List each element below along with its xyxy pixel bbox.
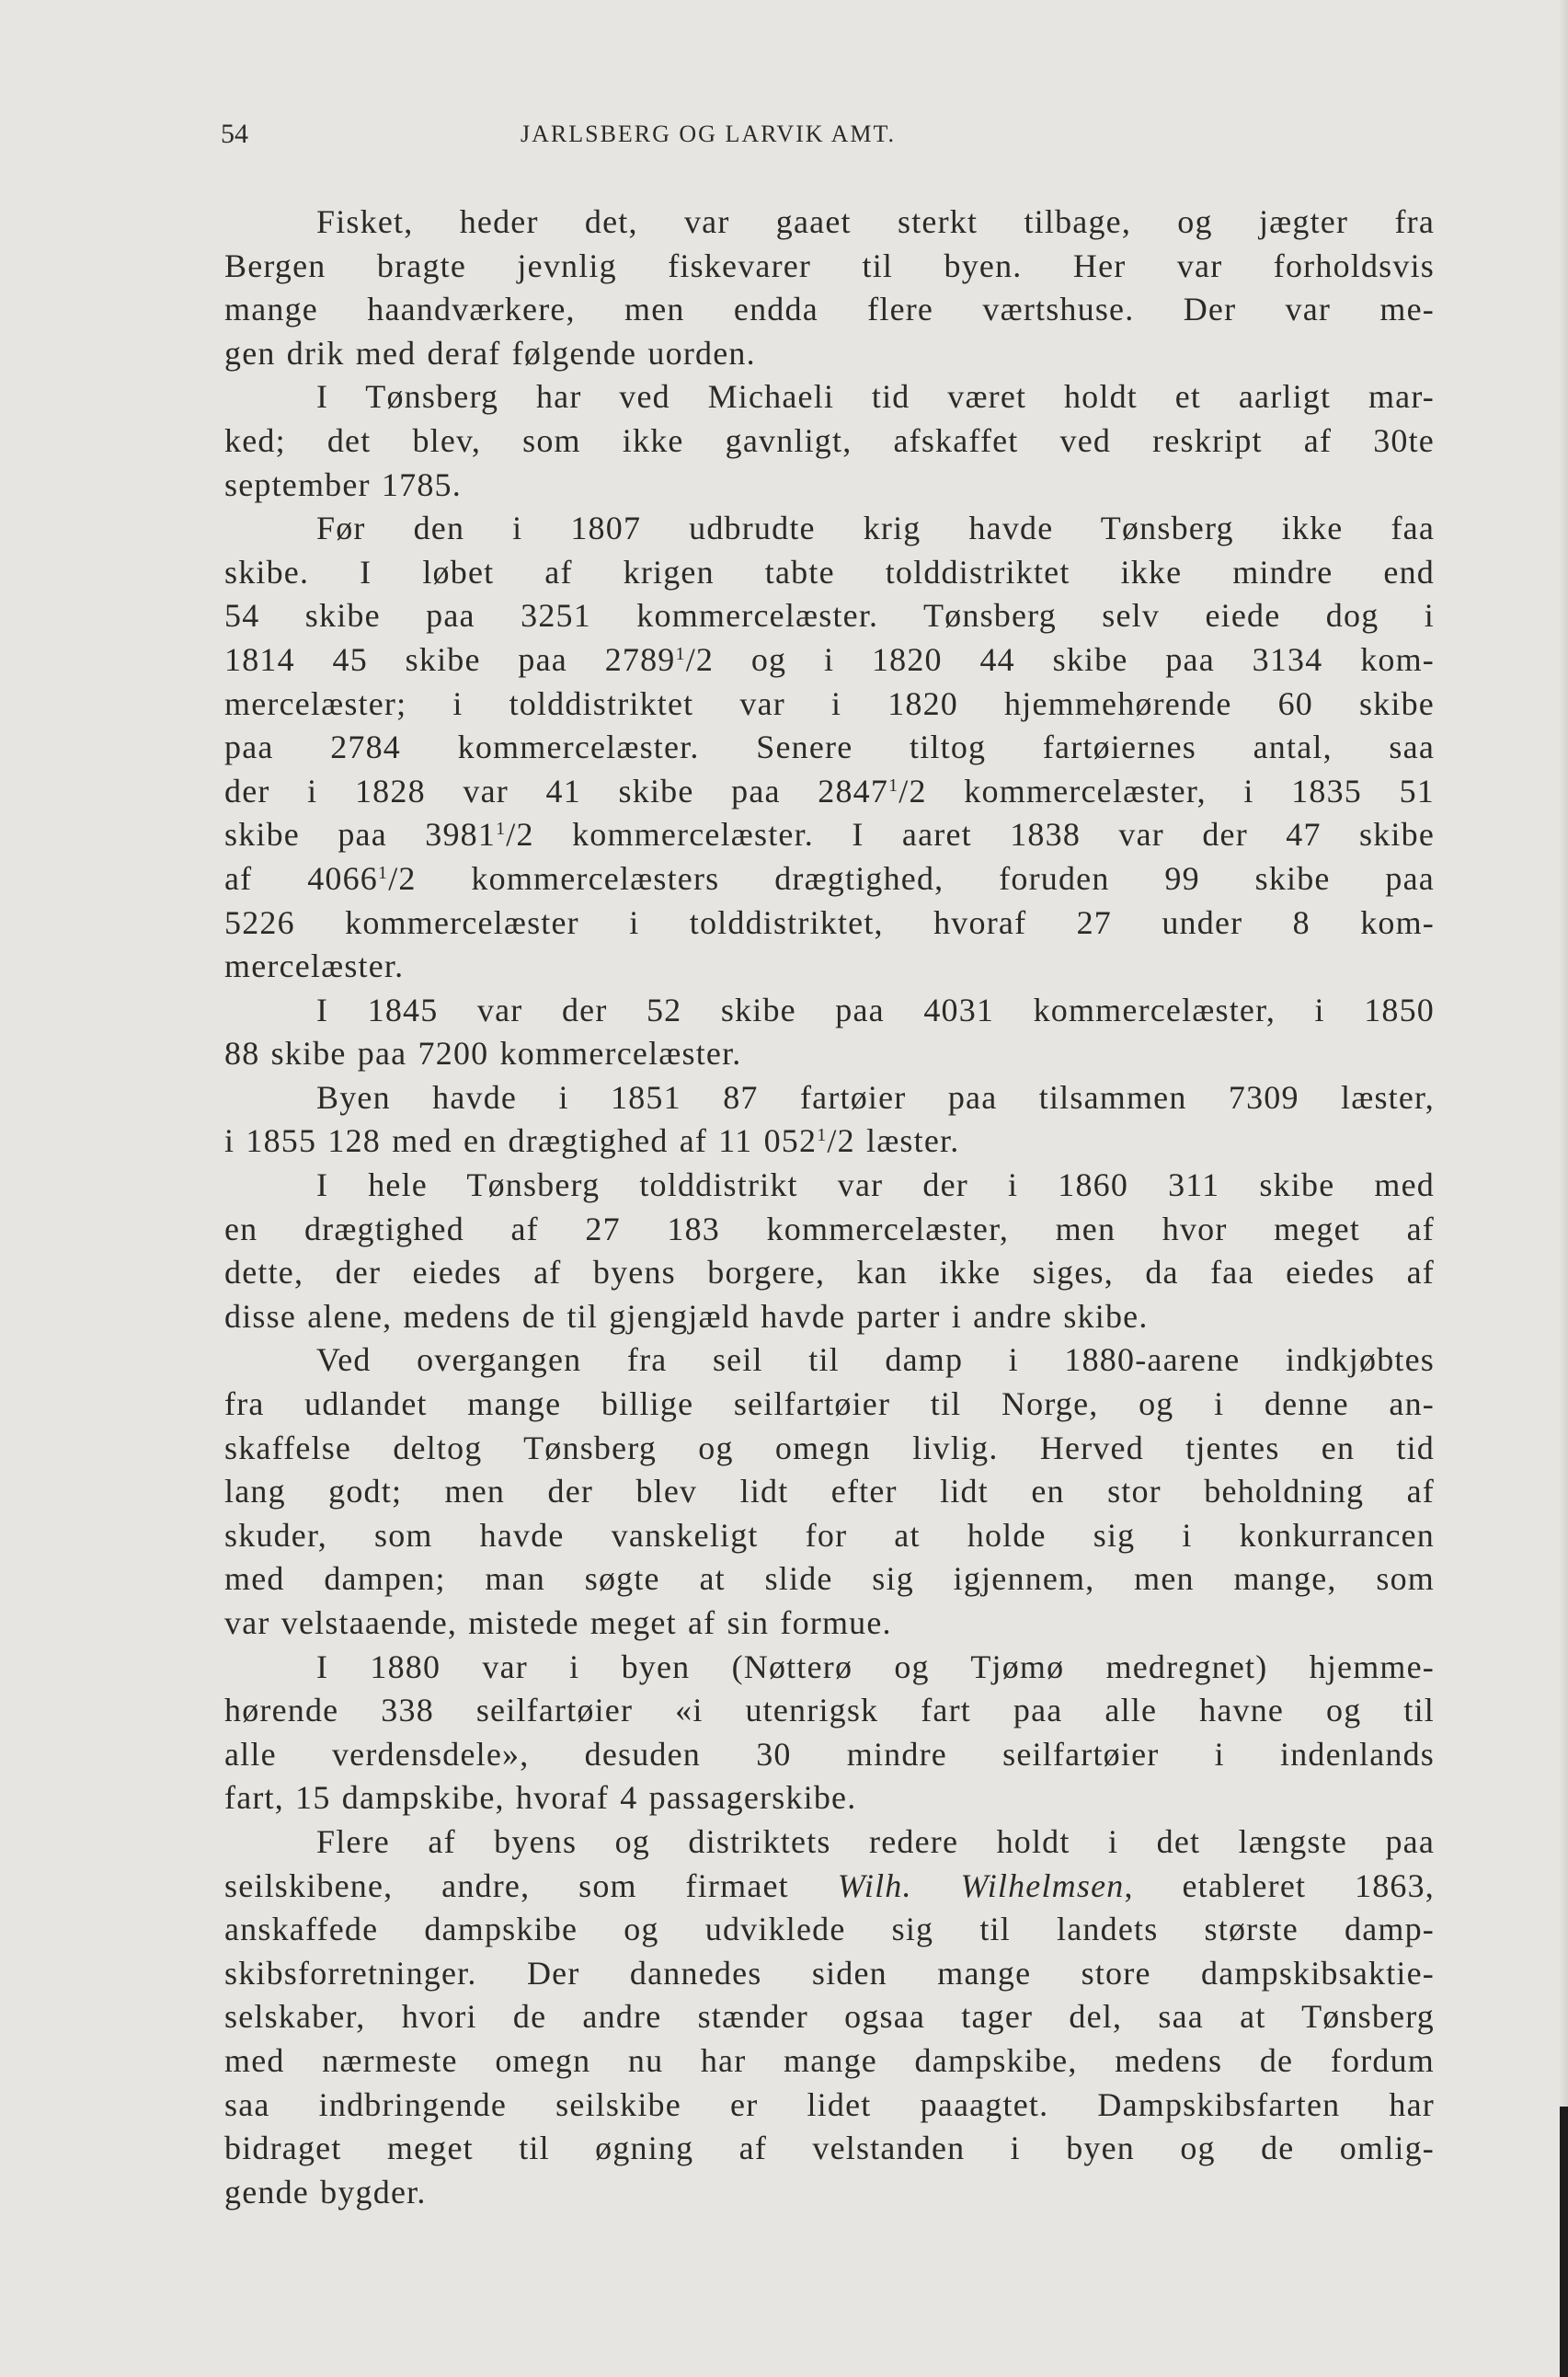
text-segment: i 1855 128 med en drægtighed af 11 052 [224, 1122, 818, 1160]
fraction-superscript: 1 [888, 775, 899, 796]
text-line: fart, 15 dampskibe, hvoraf 4 passagerskibe. [224, 1779, 857, 1817]
paragraph [224, 375, 1435, 507]
text-line: skaffelse deltog Tønsberg og omegn livlig. Herved tjentes en tid [224, 1429, 1435, 1466]
text-line: I Tønsberg har ved Michaeli tid været holdt et aarligt mar- [316, 378, 1435, 416]
fraction-superscript: 1 [378, 862, 389, 883]
text-line: Flere af byens og distriktets redere holdt i det længste paa [316, 1822, 1435, 1860]
text-segment: der i 1828 var 41 skibe paa 2847 [224, 772, 889, 810]
text-line: skibe. I løbet af krigen tabte tolddistriktet ikke mindre end [224, 553, 1435, 591]
text-line: gen drik med deraf følgende uorden. [224, 334, 756, 372]
text-line: skibsforretninger. Der dannedes siden mange store dampskibsaktie- [224, 1954, 1435, 1992]
paragraph [224, 1820, 1435, 2214]
text-line: med dampen; man søgte at slide sig igjennem, men mange, som [224, 1560, 1435, 1598]
text-segment: skibe paa 3981 [224, 816, 497, 854]
text-line [224, 813, 1435, 857]
text-line: var velstaaende, mistede meget af sin formue. [224, 1604, 892, 1641]
text-line: gende bygder. [224, 2173, 427, 2210]
paragraph [224, 1076, 1435, 1164]
page-edge-shadow [1560, 2107, 1568, 2377]
page-header [221, 116, 1435, 153]
text-line: Før den i 1807 udbrudte krig havde Tønsberg ikke faa [316, 510, 1435, 547]
text-line [224, 857, 1435, 901]
text-line: skuder, som havde vanskeligt for at holde sig i konkurrancen [224, 1516, 1435, 1554]
page-number: 54 [221, 119, 248, 149]
text-line: I hele Tønsberg tolddistrikt var der i 1860 311 skibe med [316, 1166, 1435, 1204]
page-edge [1559, 0, 1568, 2377]
paragraph [224, 1646, 1435, 1820]
text-segment: af 4066 [224, 859, 378, 897]
text-line: I 1845 var der 52 skibe paa 4031 kommercelæster, i 1850 [316, 991, 1435, 1028]
text-segment: 1814 45 skibe paa 2789 [224, 640, 676, 678]
text-line: Bergen bragte jevnlig fiskevarer til byen. Her var forholdsvis [224, 247, 1435, 284]
paragraph [224, 989, 1435, 1076]
text-line: lang godt; men der blev lidt efter lidt en stor beholdning af [224, 1473, 1435, 1510]
fraction-superscript: 1 [675, 643, 686, 664]
fraction-superscript: 1 [496, 819, 507, 840]
text-line: saa indbringende seilskibe er lidet paaagtet. Dampskibsfarten har [224, 2085, 1435, 2123]
text-segment: /2 kommercelæsters drægtighed, foruden 99 skibe paa [388, 859, 1435, 897]
text-line: en drægtighed af 27 183 kommercelæster, men hvor meget af [224, 1210, 1435, 1247]
text-line: september 1785. [224, 465, 462, 503]
text-line: I 1880 var i byen (Nøtterø og Tjømø medregnet) hjemme- [316, 1648, 1435, 1685]
text-line: fra udlandet mange billige seilfartøier til Norge, og i denne an- [224, 1385, 1435, 1423]
paragraph [224, 507, 1435, 989]
fraction-superscript: 1 [817, 1125, 828, 1146]
firm-name: Wilh. Wilhelmsen [837, 1866, 1125, 1904]
text-segment: /2 og i 1820 44 skibe paa 3134 kom- [685, 640, 1435, 678]
text-line: bidraget meget til øgning af velstanden i byen og de omlig- [224, 2130, 1435, 2167]
text-segment: , etableret 1863, [1124, 1866, 1436, 1904]
body-text [224, 201, 1435, 2214]
text-line: selskaber, hvori de andre stænder ogsaa tager del, saa at Tønsberg [224, 1998, 1435, 2036]
text-line: hørende 338 seilfartøier «i utenrigsk fart paa alle havne og til [224, 1692, 1435, 1729]
paragraph [224, 1338, 1435, 1645]
text-line: Ved overgangen fra seil til damp i 1880-aarene indkjøbtes [316, 1341, 1435, 1379]
paragraph [224, 1164, 1435, 1338]
text-line [224, 1120, 1435, 1164]
text-line [224, 770, 1435, 814]
text-line: paa 2784 kommercelæster. Senere tiltog fartøiernes antal, saa [224, 729, 1435, 766]
text-line: Byen havde i 1851 87 fartøier paa tilsammen 7309 læster, [316, 1078, 1435, 1116]
text-line: mange haandværkere, men endda flere værtshuse. Der var me- [224, 291, 1435, 328]
text-line: 5226 kommercelæster i tolddistriktet, hvoraf 27 under 8 kom- [224, 903, 1435, 941]
text-line: med nærmeste omegn nu har mange dampskibe, medens de fordum [224, 2041, 1435, 2079]
text-line: anskaffede dampskibe og udviklede sig til landets største damp- [224, 1911, 1435, 1948]
text-line: disse alene, medens de til gjengjæld havde parter i andre skibe. [224, 1297, 1149, 1335]
text-line: mercelæster. [224, 947, 405, 985]
text-segment: /2 kommercelæster. I aaret 1838 var der 47 skibe [506, 816, 1436, 854]
running-title: JARLSBERG OG LARVIK AMT. [520, 121, 896, 147]
text-line: ked; det blev, som ikke gavnligt, afskaffet ved reskript af 30te [224, 421, 1435, 459]
text-line: dette, der eiedes af byens borgere, kan ikke siges, da faa eiedes af [224, 1254, 1435, 1292]
paragraph [224, 201, 1435, 375]
text-line: Fisket, heder det, var gaaet sterkt tilbage, og jægter fra [316, 203, 1435, 240]
text-line: alle verdensdele», desuden 30 mindre seilfartøier i indenlands [224, 1735, 1435, 1773]
text-line [224, 638, 1435, 683]
text-line: 88 skibe paa 7200 kommercelæster. [224, 1035, 742, 1073]
text-line [224, 1865, 1435, 1909]
text-segment: seilskibene, andre, som firmaet [224, 1866, 838, 1904]
text-segment: /2 kommercelæster, i 1835 51 [898, 772, 1435, 810]
text-line: mercelæster; i tolddistriktet var i 1820 hjemmehørende 60 skibe [224, 684, 1435, 722]
text-segment: /2 læster. [827, 1122, 960, 1160]
text-line: 54 skibe paa 3251 kommercelæster. Tønsberg selv eiede dog i [224, 597, 1435, 635]
